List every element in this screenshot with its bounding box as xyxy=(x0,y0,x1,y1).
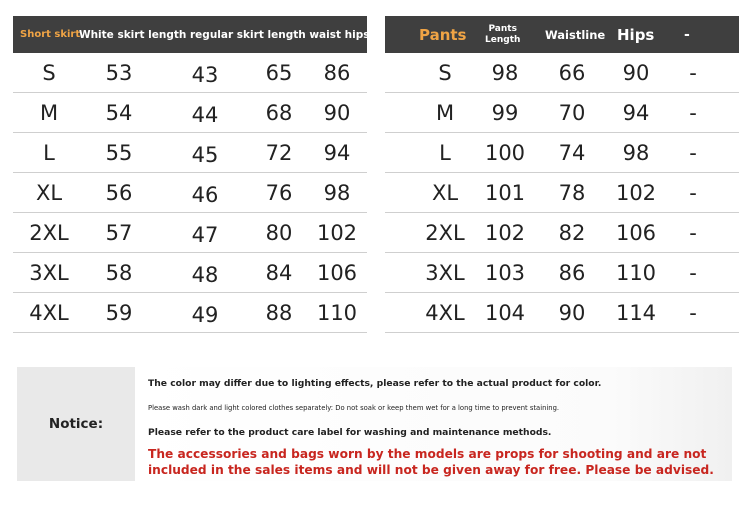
measurement-cell: 94 xyxy=(323,141,351,165)
measurement-cell: 44 xyxy=(191,103,219,127)
measurement-cell: 90 xyxy=(558,301,586,325)
pants-table-row xyxy=(385,173,739,213)
measurement-cell: 86 xyxy=(323,61,351,85)
measurement-cell: 90 xyxy=(323,101,351,125)
measurement-cell: 57 xyxy=(105,221,133,245)
measurement-cell: - xyxy=(689,141,697,165)
notice-label: Notice: xyxy=(48,416,104,432)
notice-label-box xyxy=(17,367,135,481)
size-label: L xyxy=(439,141,451,165)
pants-header-waistline: Waistline xyxy=(545,27,606,42)
measurement-cell: 59 xyxy=(105,301,133,325)
pants-header-title: Pants xyxy=(419,25,467,44)
skirt-size-table xyxy=(13,16,370,333)
measurement-cell: - xyxy=(689,301,697,325)
measurement-cell: 94 xyxy=(622,101,650,125)
notice-props-warning-line2: included in the sales items and will not be given away for free. Please be advised. xyxy=(148,463,714,477)
size-label: 2XL xyxy=(425,221,465,245)
measurement-cell: - xyxy=(689,101,697,125)
measurement-cell: 46 xyxy=(191,183,219,207)
skirt-table-row xyxy=(13,293,367,333)
pants-table-header xyxy=(385,16,739,53)
measurement-cell: 48 xyxy=(191,263,219,287)
notice-wash-note: Please wash dark and light colored clothes separately: Do not soak or keep them wet for a long time to prevent staining. xyxy=(148,404,560,412)
pants-table-row xyxy=(385,293,739,333)
measurement-cell: - xyxy=(689,221,697,245)
measurement-cell: 104 xyxy=(484,301,526,325)
measurement-cell: - xyxy=(689,181,697,205)
measurement-cell: 78 xyxy=(558,181,586,205)
pants-table-row xyxy=(385,93,739,133)
measurement-cell: 58 xyxy=(105,261,133,285)
size-label: 4XL xyxy=(29,301,69,325)
size-label: 2XL xyxy=(29,221,69,245)
skirt-table-row xyxy=(13,53,367,93)
skirt-table-row xyxy=(13,213,367,253)
measurement-cell: 76 xyxy=(265,181,293,205)
size-label: XL xyxy=(431,181,459,205)
measurement-cell: 45 xyxy=(191,143,219,167)
measurement-cell: 74 xyxy=(558,141,586,165)
pants-header-hips: Hips xyxy=(617,25,655,44)
measurement-cell: - xyxy=(689,61,697,85)
measurement-cell: 110 xyxy=(615,261,657,285)
measurement-cell: 86 xyxy=(558,261,586,285)
notice-panel xyxy=(17,367,732,481)
measurement-cell: 102 xyxy=(316,221,358,245)
measurement-cell: 98 xyxy=(323,181,351,205)
pants-table-row xyxy=(385,213,739,253)
measurement-cell: 43 xyxy=(191,63,219,87)
notice-props-warning xyxy=(148,446,714,478)
measurement-cell: 88 xyxy=(265,301,293,325)
skirt-header-columns: White skirt length regular skirt length waist hips xyxy=(79,28,370,41)
measurement-cell: 82 xyxy=(558,221,586,245)
measurement-cell: 80 xyxy=(265,221,293,245)
size-label: S xyxy=(438,61,452,85)
measurement-cell: 53 xyxy=(105,61,133,85)
measurement-cell: 102 xyxy=(484,221,526,245)
skirt-table-row xyxy=(13,93,367,133)
measurement-cell: 49 xyxy=(191,303,219,327)
measurement-cell: 114 xyxy=(615,301,657,325)
notice-care-note: Please refer to the product care label for washing and maintenance methods. xyxy=(148,427,552,438)
size-label: M xyxy=(435,101,455,125)
measurement-cell: 99 xyxy=(491,101,519,125)
measurement-cell: 84 xyxy=(265,261,293,285)
size-label: XL xyxy=(35,181,63,205)
skirt-table-row xyxy=(13,253,367,293)
pants-table-row xyxy=(385,53,739,93)
skirt-table-row xyxy=(13,173,367,213)
pants-size-table xyxy=(385,16,739,333)
pants-table-row xyxy=(385,133,739,173)
measurement-cell: 68 xyxy=(265,101,293,125)
notice-props-warning-line1: The accessories and bags worn by the models are props for shooting and are not xyxy=(148,447,707,461)
size-label: 3XL xyxy=(425,261,465,285)
skirt-table-row xyxy=(13,133,367,173)
measurement-cell: 54 xyxy=(105,101,133,125)
measurement-cell: 56 xyxy=(105,181,133,205)
measurement-cell: 55 xyxy=(105,141,133,165)
size-label: S xyxy=(42,61,56,85)
measurement-cell: 98 xyxy=(622,141,650,165)
pants-header-length-line1: Pants xyxy=(488,23,517,34)
pants-header-blank: - xyxy=(684,26,690,43)
pants-table-row xyxy=(385,253,739,293)
pants-header-length xyxy=(485,16,520,53)
size-label: 3XL xyxy=(29,261,69,285)
measurement-cell: 65 xyxy=(265,61,293,85)
measurement-cell: 98 xyxy=(491,61,519,85)
size-label: 4XL xyxy=(425,301,465,325)
notice-content xyxy=(135,367,732,481)
measurement-cell: 110 xyxy=(316,301,358,325)
measurement-cell: 72 xyxy=(265,141,293,165)
measurement-cell: 70 xyxy=(558,101,586,125)
measurement-cell: - xyxy=(689,261,697,285)
measurement-cell: 100 xyxy=(484,141,526,165)
measurement-cell: 101 xyxy=(484,181,526,205)
notice-color-note: The color may differ due to lighting effects, please refer to the actual product for color. xyxy=(148,378,602,389)
size-label: M xyxy=(39,101,59,125)
skirt-table-header xyxy=(13,16,370,53)
skirt-header-title: Short skirt xyxy=(20,29,81,40)
measurement-cell: 106 xyxy=(615,221,657,245)
measurement-cell: 106 xyxy=(316,261,358,285)
measurement-cell: 103 xyxy=(484,261,526,285)
measurement-cell: 66 xyxy=(558,61,586,85)
measurement-cell: 90 xyxy=(622,61,650,85)
measurement-cell: 47 xyxy=(191,223,219,247)
measurement-cell: 102 xyxy=(615,181,657,205)
pants-header-length-line2: Length xyxy=(485,34,521,45)
size-label: L xyxy=(43,141,55,165)
